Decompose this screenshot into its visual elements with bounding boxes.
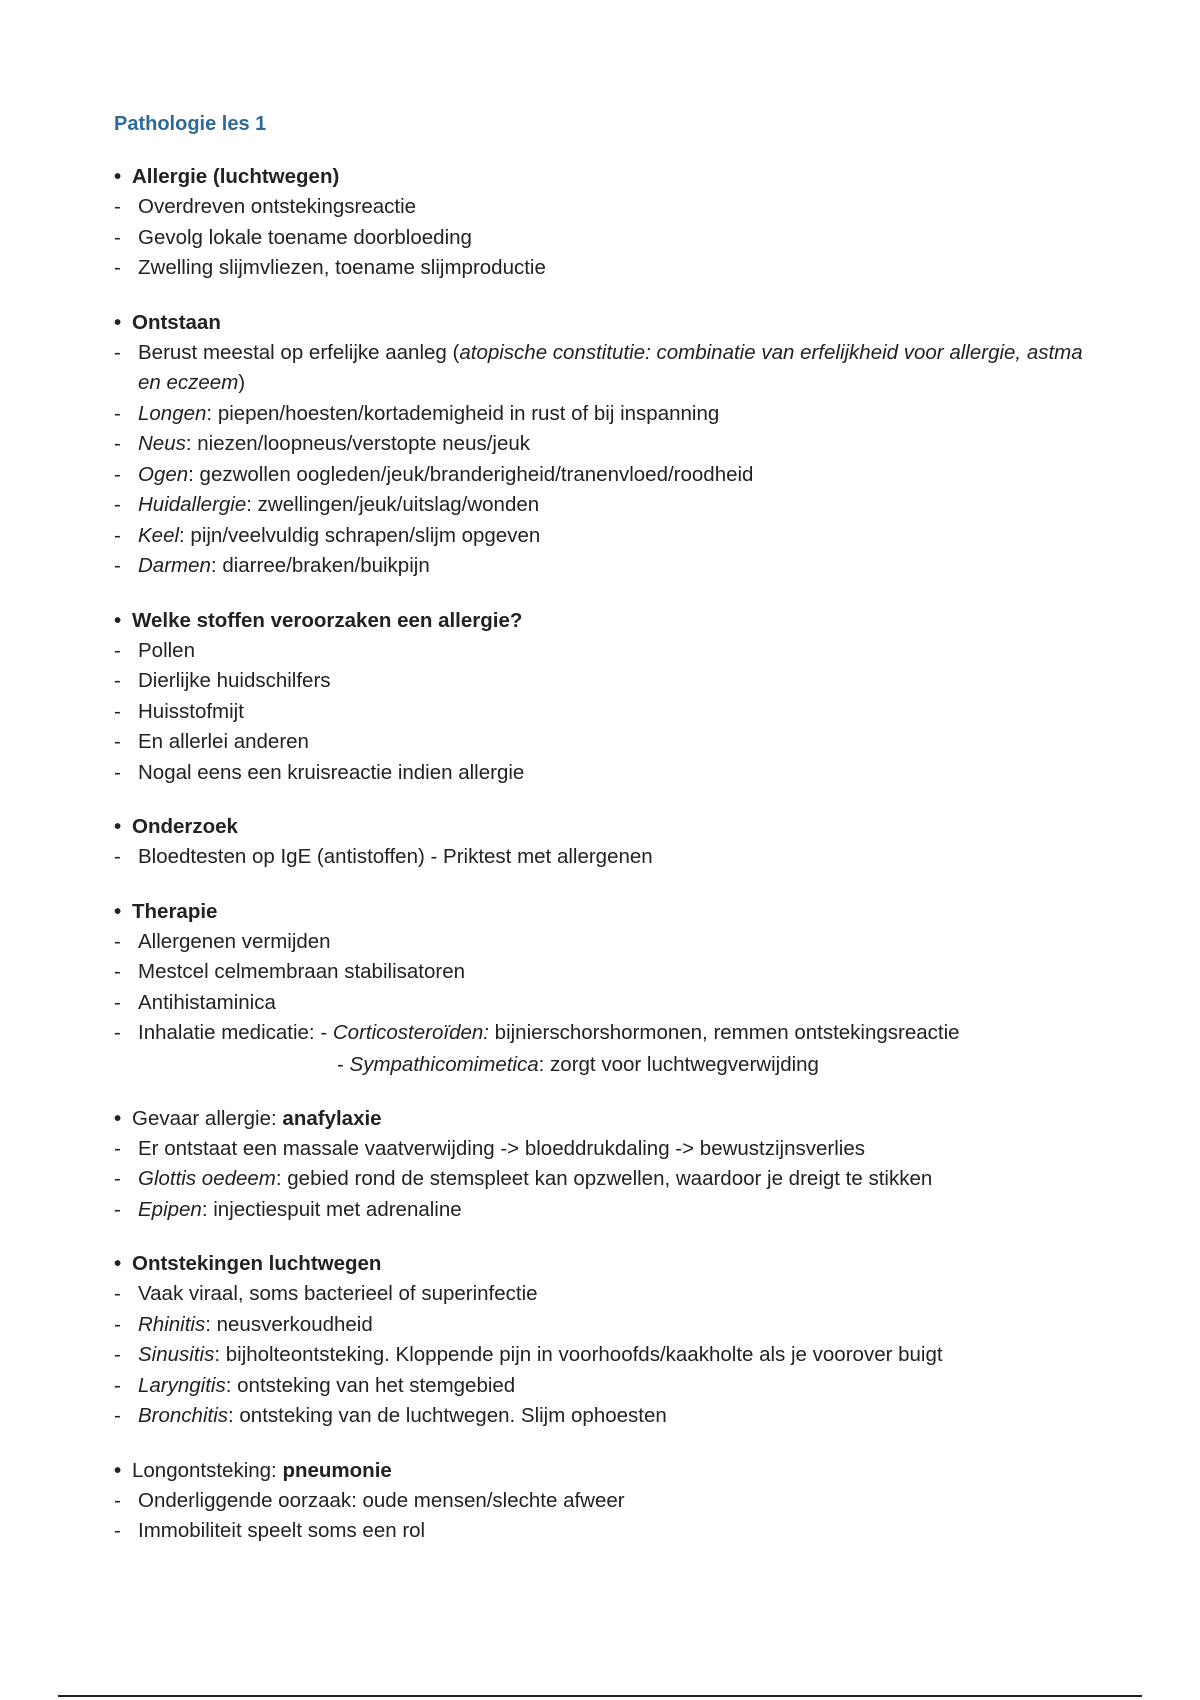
dash-icon: - xyxy=(114,669,121,692)
section-heading: • Welke stoffen veroorzaken een allergie? xyxy=(114,606,1094,636)
dash-icon: - xyxy=(114,1488,121,1512)
list-item: - Bloedtesten op IgE (antistoffen) - Priktest met allergenen xyxy=(114,842,1094,873)
section-therapie xyxy=(114,897,1094,1080)
section-ontstekingen xyxy=(114,1249,1094,1432)
dash-icon: - xyxy=(114,1373,121,1397)
dash-icon: - xyxy=(114,554,121,577)
dash-icon: - xyxy=(114,1312,121,1336)
dash-icon: - xyxy=(114,1404,121,1427)
section-heading: • Allergie (luchtwegen) xyxy=(114,162,1094,192)
list-item: - Keel: pijn/veelvuldig schrapen/slijm opgeven xyxy=(114,521,1094,552)
dash-icon: - xyxy=(114,1519,121,1542)
list-item: - Nogal eens een kruisreactie indien allergie xyxy=(114,758,1094,789)
list-item: - Er ontstaat een massale vaatverwijding -> bloeddrukdaling -> bewustzijnsverlies xyxy=(114,1134,1094,1165)
dash-icon: - xyxy=(114,730,121,753)
list-item: - Pollen xyxy=(114,636,1094,667)
bullet-icon: • xyxy=(114,899,122,923)
section-stoffen xyxy=(114,606,1094,789)
section-heading: • Ontstaan xyxy=(114,308,1094,338)
list-item: - Ogen: gezwollen oogleden/jeuk/branderigheid/tranenvloed/roodheid xyxy=(114,460,1094,491)
dash-icon: - xyxy=(114,225,121,249)
list-item: - Gevolg lokale toename doorbloeding xyxy=(114,223,1094,254)
list-item: - Darmen: diarree/braken/buikpijn xyxy=(114,551,1094,582)
page-bottom-rule xyxy=(58,1695,1142,1697)
list-subitem: - Sympathicomimetica: zorgt voor luchtwegverwijding xyxy=(337,1052,819,1076)
dash-icon: - xyxy=(114,256,121,279)
list-item: - Vaak viraal, soms bacterieel of superinfectie xyxy=(114,1279,1094,1310)
bullet-icon: • xyxy=(114,608,122,632)
dash-icon: - xyxy=(114,638,121,662)
dash-icon: - xyxy=(114,990,121,1014)
bullet-icon: • xyxy=(114,1458,122,1482)
list-item: - Allergenen vermijden xyxy=(114,927,1094,958)
dash-icon: - xyxy=(114,493,121,516)
section-pneumonie xyxy=(114,1456,1094,1547)
section-heading: • Ontstekingen luchtwegen xyxy=(114,1249,1094,1279)
list-item: - Rhinitis: neusverkoudheid xyxy=(114,1310,1094,1341)
section-onderzoek xyxy=(114,812,1094,873)
list-item: - Huisstofmijt xyxy=(114,697,1094,728)
dash-icon: - xyxy=(114,1021,121,1044)
dash-icon: - xyxy=(114,699,121,723)
bullet-icon: • xyxy=(114,815,122,838)
section-heading: • Gevaar allergie: anafylaxie xyxy=(114,1104,1094,1134)
list-item: - Antihistaminica xyxy=(114,988,1094,1019)
list-item: - Inhalatie medicatie: - Corticosteroïden: bijnierschorshormonen, remmen ontstekingsreactie xyxy=(114,1018,1094,1049)
section-anafylaxie xyxy=(114,1104,1094,1226)
page-title: Pathologie les 1 xyxy=(114,113,267,135)
notes-body xyxy=(114,162,1094,1571)
dash-icon: - xyxy=(114,462,121,486)
list-item: - Zwelling slijmvliezen, toename slijmproductie xyxy=(114,253,1094,284)
bullet-icon: • xyxy=(114,165,122,188)
dash-icon: - xyxy=(114,1167,121,1190)
dash-icon: - xyxy=(114,340,121,364)
list-item: - Glottis oedeem: gebied rond de stemspleet kan opzwellen, waardoor je dreigt te stikken xyxy=(114,1164,1094,1195)
dash-icon: - xyxy=(114,523,121,547)
dash-icon: - xyxy=(114,960,121,983)
dash-icon: - xyxy=(114,845,121,868)
bullet-icon: • xyxy=(114,310,122,334)
dash-icon: - xyxy=(114,1197,121,1221)
section-allergie xyxy=(114,162,1094,284)
section-heading: • Longontsteking: pneumonie xyxy=(114,1456,1094,1486)
dash-icon: - xyxy=(114,929,121,953)
list-item: - Epipen: injectiespuit met adrenaline xyxy=(114,1195,1094,1226)
list-item: - Overdreven ontstekingsreactie xyxy=(114,192,1094,223)
dash-icon: - xyxy=(114,401,121,425)
section-ontstaan xyxy=(114,308,1094,582)
bullet-icon: • xyxy=(114,1252,122,1275)
list-item: - Sinusitis: bijholteontsteking. Kloppende pijn in voorhoofds/kaakholte als je voorover buigt xyxy=(114,1340,1094,1371)
dash-icon: - xyxy=(114,195,121,218)
list-item: - Immobiliteit speelt soms een rol xyxy=(114,1516,1094,1547)
section-heading: • Onderzoek xyxy=(114,812,1094,842)
list-item: - Onderliggende oorzaak: oude mensen/slechte afweer xyxy=(114,1486,1094,1517)
dash-icon: - xyxy=(114,432,121,455)
list-item: - Mestcel celmembraan stabilisatoren xyxy=(114,957,1094,988)
bullet-icon: • xyxy=(114,1106,122,1130)
list-item: - Neus: niezen/loopneus/verstopte neus/jeuk xyxy=(114,429,1094,460)
dash-icon: - xyxy=(114,760,121,784)
list-item: - Longen: piepen/hoesten/kortademigheid in rust of bij inspanning xyxy=(114,399,1094,430)
list-item: - Bronchitis: ontsteking van de luchtwegen. Slijm ophoesten xyxy=(114,1401,1094,1432)
list-item: - Huidallergie: zwellingen/jeuk/uitslag/wonden xyxy=(114,490,1094,521)
list-item: - Berust meestal op erfelijke aanleg (atopische constitutie: combinatie van erfelijkheid voor allergie, astma en eczeem) xyxy=(114,338,1094,399)
list-item: - Laryngitis: ontsteking van het stemgebied xyxy=(114,1371,1094,1402)
dash-icon: - xyxy=(114,1136,121,1160)
dash-icon: - xyxy=(114,1282,121,1305)
dash-icon: - xyxy=(114,1343,121,1366)
list-item: - Dierlijke huidschilfers xyxy=(114,666,1094,697)
list-item: - En allerlei anderen xyxy=(114,727,1094,758)
section-heading: • Therapie xyxy=(114,897,1094,927)
